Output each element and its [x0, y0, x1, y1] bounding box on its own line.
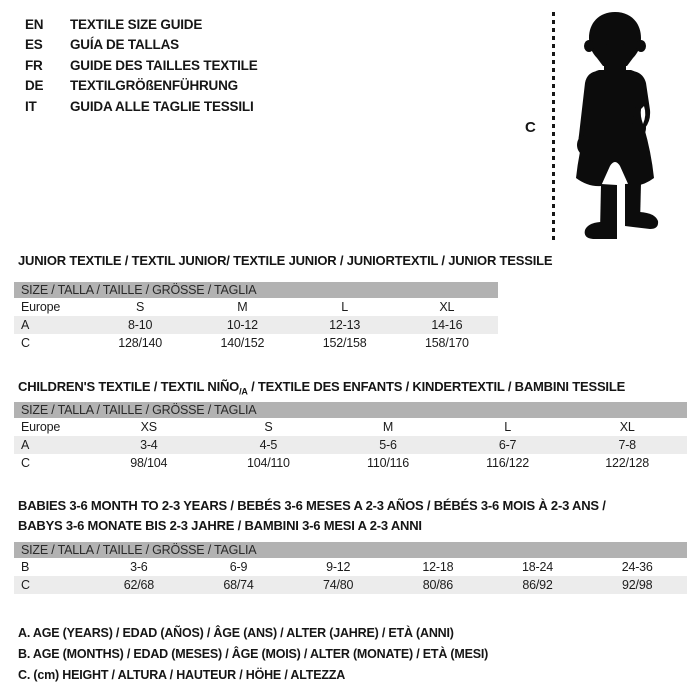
- lang-label: GUÍA DE TALLAS: [70, 37, 179, 53]
- age-cell: 3-4: [140, 438, 158, 452]
- legend-line-c: C. (cm) HEIGHT / ALTURA / HAUTEUR / HÖHE / ALTEZZA: [18, 668, 346, 682]
- lang-row-es: [25, 35, 258, 56]
- children-section-title: [18, 377, 625, 402]
- months-cell: 6-9: [229, 560, 248, 574]
- size-table-header: [14, 402, 687, 418]
- children-title-post: / TEXTILE DES ENFANTS / KINDERTEXTIL / BAMBINI TESSILE: [247, 379, 626, 394]
- table-row-height: [14, 334, 498, 352]
- lang-code: ES: [25, 37, 43, 53]
- size-table-header: [14, 542, 687, 558]
- size-cell: L: [504, 420, 511, 434]
- size-cell: M: [237, 300, 248, 314]
- measure-legend: [18, 623, 488, 686]
- row-label: C: [21, 456, 30, 470]
- age-cell: 10-12: [226, 318, 258, 332]
- lang-label: TEXTILE SIZE GUIDE: [70, 16, 203, 32]
- height-cell: 152/158: [322, 336, 367, 350]
- table-row-height: [14, 454, 687, 472]
- size-cell: S: [136, 300, 145, 314]
- size-cell: XL: [439, 300, 455, 314]
- height-cell: 74/80: [323, 578, 354, 592]
- height-cell: 68/74: [223, 578, 254, 592]
- table-row-age: [14, 316, 498, 334]
- height-cell: 116/122: [486, 456, 529, 470]
- legend-line-a: A. AGE (YEARS) / EDAD (AÑOS) / ÂGE (ANS) / ALTER (JAHRE) / ETÀ (ANNI): [18, 626, 454, 640]
- size-cell: S: [264, 420, 273, 434]
- table-row-age: [14, 436, 687, 454]
- row-label: Europe: [21, 300, 61, 314]
- age-cell: 12-13: [329, 318, 361, 332]
- height-cell: 98/104: [130, 456, 168, 470]
- table-row-europe: [14, 418, 687, 436]
- height-measure-figure: [520, 8, 700, 248]
- months-cell: 12-18: [422, 560, 454, 574]
- size-header-label: SIZE / TALLA / TAILLE / GRÖSSE / TAGLIA: [21, 283, 257, 297]
- lang-label: GUIDE DES TAILLES TEXTILE: [70, 57, 258, 73]
- lang-row-en: [25, 14, 258, 35]
- size-table-header: [14, 282, 498, 298]
- babies-title-line1: BABIES 3-6 MONTH TO 2-3 YEARS / BEBÉS 3-6 MESES A 2-3 AÑOS / BÉBÉS 3-6 MOIS À 2-3 ANS /: [18, 498, 606, 513]
- age-cell: 6-7: [498, 438, 517, 452]
- size-cell: XS: [140, 420, 157, 434]
- measure-c-label: C: [525, 119, 536, 136]
- age-cell: 7-8: [618, 438, 636, 452]
- months-cell: 24-36: [621, 560, 653, 574]
- junior-size-table: [14, 282, 498, 352]
- row-label: A: [21, 438, 30, 452]
- size-header-label: SIZE / TALLA / TAILLE / GRÖSSE / TAGLIA: [21, 403, 257, 417]
- age-cell: 14-16: [431, 318, 463, 332]
- age-cell: 5-6: [379, 438, 397, 452]
- babies-section-title: [18, 496, 606, 536]
- toddler-silhouette: [565, 10, 665, 242]
- junior-section-title: JUNIOR TEXTILE / TEXTIL JUNIOR/ TEXTILE JUNIOR / JUNIORTEXTIL / JUNIOR TESSILE: [18, 253, 553, 268]
- lang-row-it: [25, 96, 258, 117]
- size-cell: XL: [619, 420, 635, 434]
- children-size-table: [14, 402, 687, 472]
- height-cell: 110/116: [367, 456, 409, 470]
- height-cell: 92/98: [622, 578, 653, 592]
- height-cell: 62/68: [123, 578, 154, 592]
- children-title-pre: CHILDREN'S TEXTILE / TEXTIL NIÑO: [18, 379, 240, 394]
- height-cell: 122/128: [605, 456, 650, 470]
- height-cell: 140/152: [220, 336, 265, 350]
- row-label: Europe: [21, 420, 61, 434]
- months-cell: 18-24: [522, 560, 554, 574]
- babies-title-line2: BABYS 3-6 MONATE BIS 2-3 JAHRE / BAMBINI 3-6 MESI A 2-3 ANNI: [18, 518, 422, 533]
- children-title-sub: /A: [239, 386, 248, 397]
- months-cell: 3-6: [130, 560, 148, 574]
- legend-line-b: B. AGE (MONTHS) / EDAD (MESES) / ÂGE (MOIS) / ALTER (MONATE) / ETÀ (MESI): [18, 647, 489, 661]
- months-cell: 9-12: [326, 560, 351, 574]
- size-cell: M: [382, 420, 394, 434]
- lang-code: FR: [25, 57, 43, 73]
- babies-size-table: [14, 542, 687, 594]
- lang-label: GUIDA ALLE TAGLIE TESSILI: [70, 98, 254, 114]
- height-cell: 128/140: [118, 336, 163, 350]
- size-cell: L: [341, 300, 348, 314]
- row-label: C: [21, 578, 30, 592]
- height-cell: 104/110: [246, 456, 290, 470]
- lang-code: IT: [25, 98, 37, 114]
- height-cell: 158/170: [424, 336, 469, 350]
- age-cell: 4-5: [259, 438, 278, 452]
- lang-row-de: [25, 76, 258, 97]
- height-dashed-line: [552, 12, 555, 242]
- lang-label: TEXTILGRÖßENFÜHRUNG: [70, 78, 238, 94]
- height-cell: 86/92: [522, 578, 553, 592]
- lang-code: EN: [25, 16, 44, 32]
- table-row-months: [14, 558, 687, 576]
- row-label: A: [21, 318, 30, 332]
- row-label: B: [21, 560, 30, 574]
- size-header-label: SIZE / TALLA / TAILLE / GRÖSSE / TAGLIA: [21, 543, 257, 557]
- row-label: C: [21, 336, 30, 350]
- age-cell: 8-10: [128, 318, 153, 332]
- height-cell: 80/86: [422, 578, 453, 592]
- lang-code: DE: [25, 78, 44, 94]
- table-row-height: [14, 576, 687, 594]
- language-title-list: [25, 14, 258, 117]
- table-row-europe: [14, 298, 498, 316]
- lang-row-fr: [25, 55, 258, 76]
